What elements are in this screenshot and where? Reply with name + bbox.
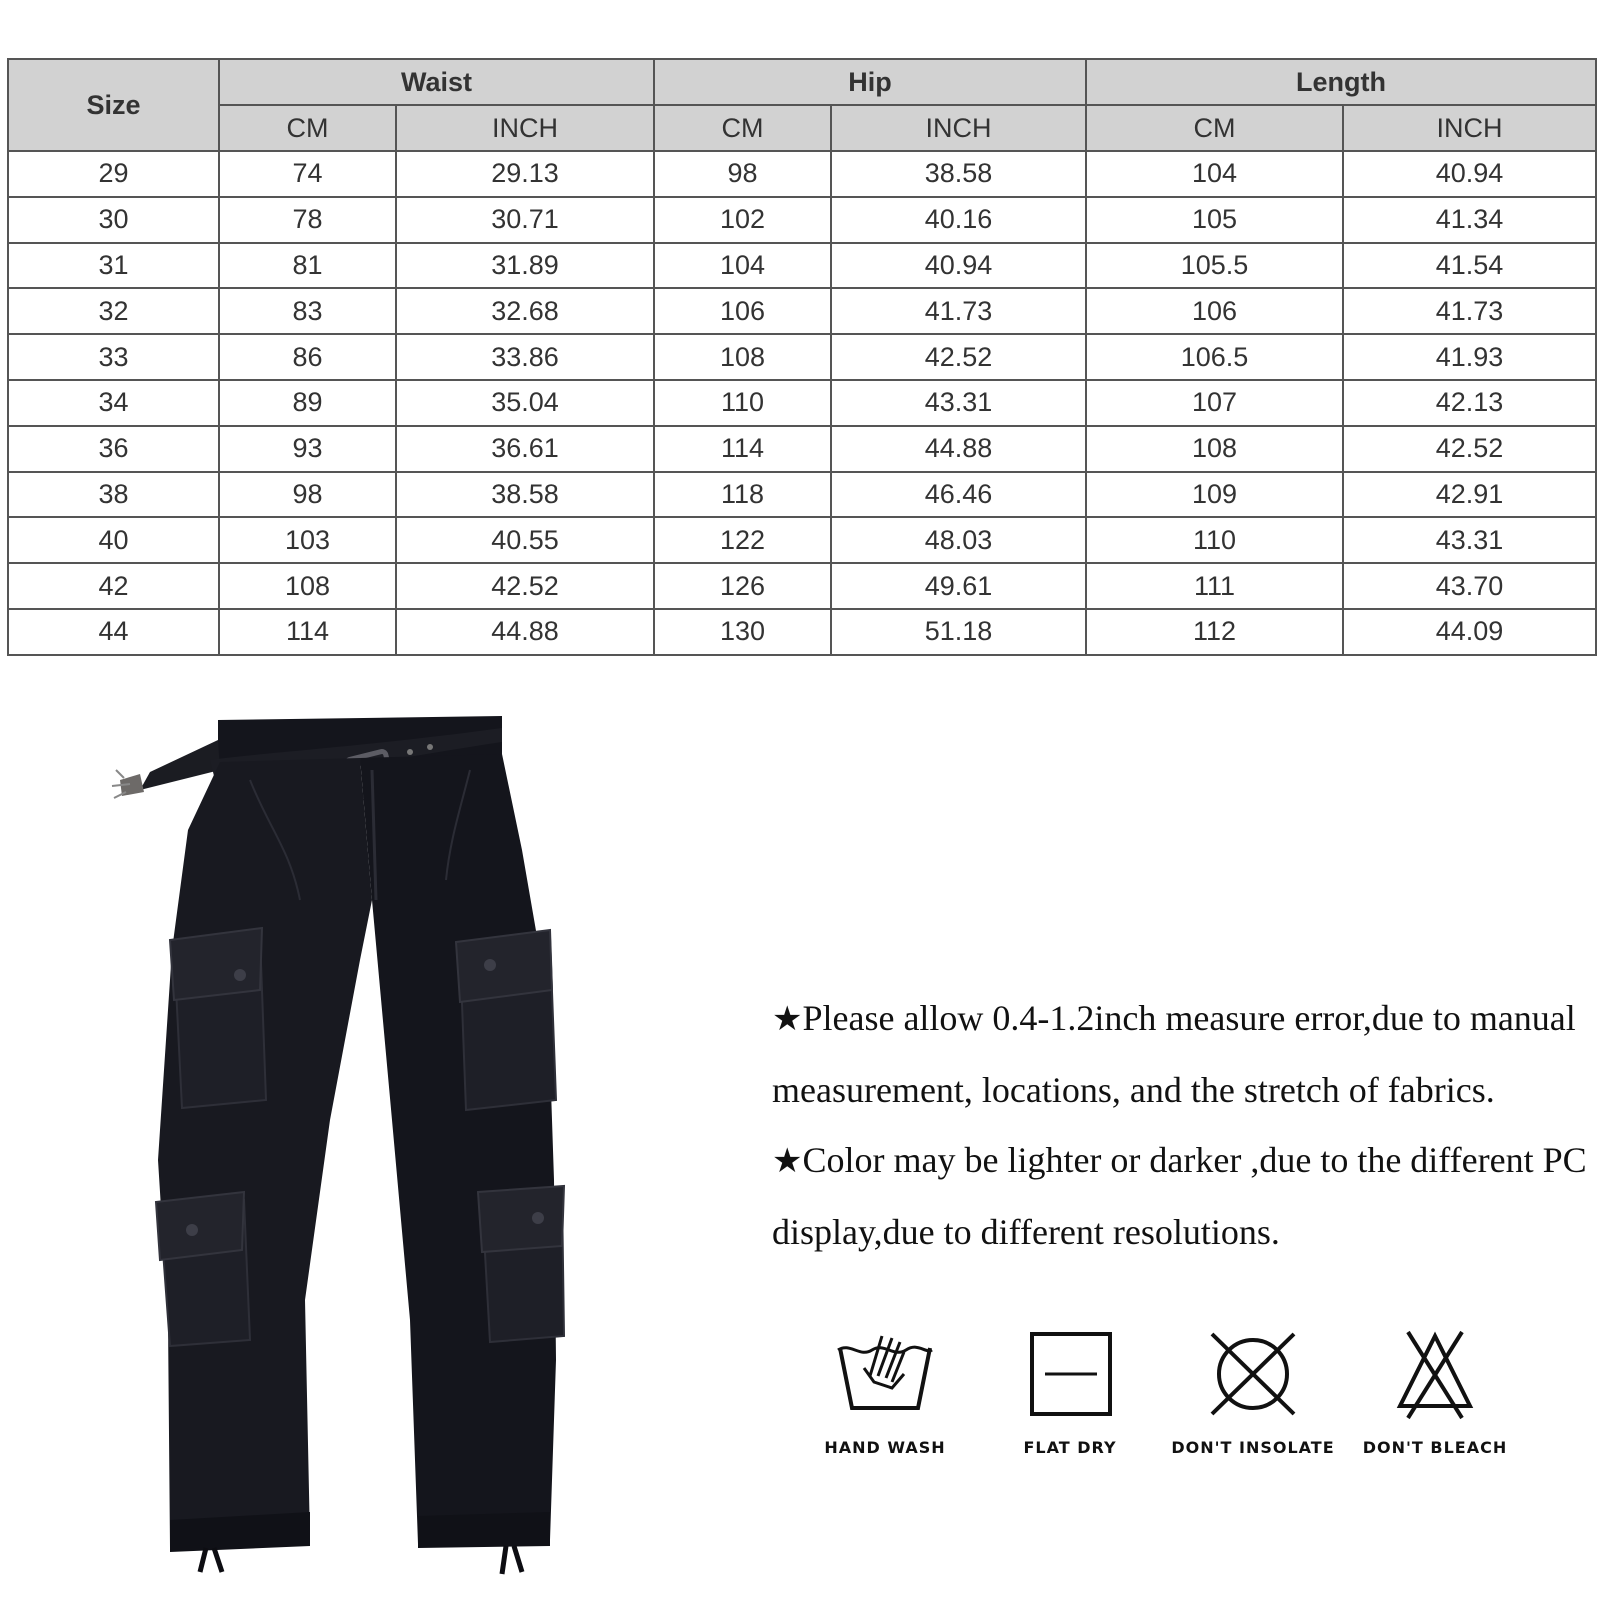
- measurement-cell: 107: [1086, 380, 1343, 426]
- measurement-cell: 104: [1086, 151, 1343, 197]
- header-size: Size: [8, 59, 219, 151]
- measurement-cell: 108: [654, 334, 831, 380]
- measurement-cell: 110: [654, 380, 831, 426]
- header-length-inch: INCH: [1343, 105, 1596, 151]
- measurement-cell: 106: [1086, 288, 1343, 334]
- table-row: [8, 472, 1596, 518]
- table-row: [8, 380, 1596, 426]
- measurement-cell: 29.13: [396, 151, 654, 197]
- measurement-cell: 130: [654, 609, 831, 655]
- measurement-cell: 122: [654, 517, 831, 563]
- measure-note-text: Please allow 0.4-1.2inch measure error,due to manual measurement, locations, and the stretch of fabrics.: [772, 998, 1576, 1110]
- measurement-cell: 104: [654, 243, 831, 289]
- care-flat-dry: [980, 1328, 1160, 1488]
- measurement-cell: 83: [219, 288, 396, 334]
- table-row: [8, 288, 1596, 334]
- size-cell: 33: [8, 334, 219, 380]
- dont-bleach-label: DON'T BLEACH: [1362, 1438, 1508, 1457]
- measurement-cell: 102: [654, 197, 831, 243]
- measurement-cell: 93: [219, 426, 396, 472]
- measurement-cell: 110: [1086, 517, 1343, 563]
- header-hip: Hip: [654, 59, 1086, 105]
- measurement-cell: 46.46: [831, 472, 1086, 518]
- measurement-cell: 32.68: [396, 288, 654, 334]
- measurement-cell: 48.03: [831, 517, 1086, 563]
- color-note-text: Color may be lighter or darker ,due to the different PC display,due to different resolutions.: [772, 1140, 1587, 1252]
- measurement-cell: 114: [654, 426, 831, 472]
- measurement-cell: 74: [219, 151, 396, 197]
- header-waist: Waist: [219, 59, 654, 105]
- measurement-cell: 40.94: [1343, 151, 1596, 197]
- notes-block: [772, 983, 1592, 1267]
- measurement-cell: 78: [219, 197, 396, 243]
- header-waist-inch: INCH: [396, 105, 654, 151]
- header-hip-inch: INCH: [831, 105, 1086, 151]
- measurement-cell: 42.91: [1343, 472, 1596, 518]
- size-chart-body: [8, 151, 1596, 655]
- measurement-cell: 35.04: [396, 380, 654, 426]
- measurement-cell: 42.13: [1343, 380, 1596, 426]
- measurement-cell: 108: [1086, 426, 1343, 472]
- header-length: Length: [1086, 59, 1596, 105]
- hand-wash-label: HAND WASH: [824, 1438, 946, 1457]
- measurement-cell: 112: [1086, 609, 1343, 655]
- measurement-cell: 43.31: [1343, 517, 1596, 563]
- flat-dry-label: FLAT DRY: [1023, 1438, 1117, 1457]
- measurement-cell: 111: [1086, 563, 1343, 609]
- cargo-pants-image: [110, 700, 610, 1590]
- measurement-cell: 114: [219, 609, 396, 655]
- size-cell: 36: [8, 426, 219, 472]
- measurement-cell: 31.89: [396, 243, 654, 289]
- measurement-cell: 44.09: [1343, 609, 1596, 655]
- measurement-cell: 41.34: [1343, 197, 1596, 243]
- size-cell: 42: [8, 563, 219, 609]
- table-row: [8, 609, 1596, 655]
- measurement-cell: 41.93: [1343, 334, 1596, 380]
- hand-wash-icon: [830, 1328, 940, 1428]
- measurement-cell: 30.71: [396, 197, 654, 243]
- size-cell: 44: [8, 609, 219, 655]
- table-row: [8, 517, 1596, 563]
- measurement-cell: 49.61: [831, 563, 1086, 609]
- care-hand-wash: [795, 1328, 975, 1488]
- measurement-cell: 106.5: [1086, 334, 1343, 380]
- measurement-cell: 33.86: [396, 334, 654, 380]
- measurement-cell: 44.88: [831, 426, 1086, 472]
- measurement-cell: 108: [219, 563, 396, 609]
- measurement-cell: 89: [219, 380, 396, 426]
- table-row: [8, 197, 1596, 243]
- measurement-cell: 81: [219, 243, 396, 289]
- star-icon: ★: [772, 1001, 803, 1038]
- measurement-cell: 40.55: [396, 517, 654, 563]
- size-cell: 38: [8, 472, 219, 518]
- size-cell: 29: [8, 151, 219, 197]
- measurement-cell: 42.52: [1343, 426, 1596, 472]
- measurement-cell: 105.5: [1086, 243, 1343, 289]
- measurement-cell: 86: [219, 334, 396, 380]
- dont-insolate-label: DON'T INSOLATE: [1171, 1438, 1335, 1457]
- measurement-cell: 42.52: [396, 563, 654, 609]
- measurement-cell: 98: [219, 472, 396, 518]
- measurement-cell: 103: [219, 517, 396, 563]
- measurement-cell: 126: [654, 563, 831, 609]
- table-row: [8, 243, 1596, 289]
- size-cell: 34: [8, 380, 219, 426]
- measurement-cell: 38.58: [831, 151, 1086, 197]
- measurement-cell: 38.58: [396, 472, 654, 518]
- measurement-cell: 41.54: [1343, 243, 1596, 289]
- table-row: [8, 151, 1596, 197]
- table-row: [8, 563, 1596, 609]
- measurement-cell: 43.31: [831, 380, 1086, 426]
- measure-note: [772, 983, 1592, 1125]
- size-cell: 30: [8, 197, 219, 243]
- measurement-cell: 106: [654, 288, 831, 334]
- measurement-cell: 109: [1086, 472, 1343, 518]
- size-chart-table: [7, 58, 1597, 656]
- measurement-cell: 105: [1086, 197, 1343, 243]
- care-dont-insolate: [1163, 1328, 1343, 1488]
- measurement-cell: 41.73: [1343, 288, 1596, 334]
- table-row: [8, 426, 1596, 472]
- dont-insolate-icon: [1198, 1328, 1308, 1428]
- measurement-cell: 51.18: [831, 609, 1086, 655]
- measurement-cell: 44.88: [396, 609, 654, 655]
- measurement-cell: 118: [654, 472, 831, 518]
- measurement-cell: 40.94: [831, 243, 1086, 289]
- star-icon: ★: [772, 1143, 803, 1180]
- measurement-cell: 41.73: [831, 288, 1086, 334]
- flat-dry-icon: [1015, 1328, 1125, 1428]
- header-length-cm: CM: [1086, 105, 1343, 151]
- care-dont-bleach: [1345, 1328, 1525, 1488]
- measurement-cell: 36.61: [396, 426, 654, 472]
- dont-bleach-icon: [1380, 1328, 1490, 1428]
- color-note: [772, 1125, 1592, 1267]
- size-cell: 32: [8, 288, 219, 334]
- measurement-cell: 98: [654, 151, 831, 197]
- measurement-cell: 43.70: [1343, 563, 1596, 609]
- measurement-cell: 40.16: [831, 197, 1086, 243]
- size-cell: 40: [8, 517, 219, 563]
- header-hip-cm: CM: [654, 105, 831, 151]
- table-row: [8, 334, 1596, 380]
- measurement-cell: 42.52: [831, 334, 1086, 380]
- header-waist-cm: CM: [219, 105, 396, 151]
- size-cell: 31: [8, 243, 219, 289]
